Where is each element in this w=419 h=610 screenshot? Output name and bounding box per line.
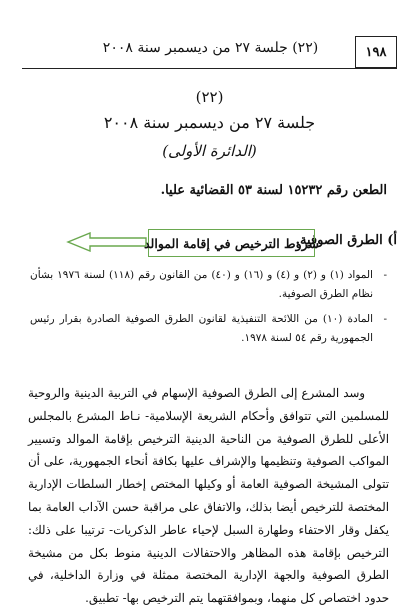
page-header [22, 36, 397, 68]
topic-prefix: أ) الطرق الصوفية. [295, 233, 397, 248]
case-reference: الطعن رقم ١٥٢٣٢ لسنة ٥٣ القضائية عليا. [160, 183, 387, 198]
arrow-icon [66, 232, 148, 252]
running-head: (٢٢) جلسة ٢٧ من ديسمبر سنة ٢٠٠٨ [102, 40, 319, 56]
highlighted-topic: شروط الترخيص في إقامة الموالد [148, 229, 315, 257]
header-divider [22, 68, 397, 69]
decision-number: (٢٢) [195, 88, 224, 106]
reference-item [30, 310, 387, 348]
bullet-dash: - [383, 313, 387, 325]
page-number: ١٩٨ [355, 36, 397, 68]
body-paragraph: وسد المشرع إلى الطرق الصوفية الإسهام في التربية الدينية والروحية للمسلمين التي تتوافق وأحكام الشريعة الإسلامية- نـاط المشرع بالمجلس الأعلى للطرق الصوفية من الناحية الدينية الترخيص بإقامة الموالد وتسيير المواكب الصوفية وتنظيمها والإشراف عليها بكافة أنحاء الجمهورية، على أن تتولى المشيخة الصوفية العامة أو وكيلها المختص إخطار السلطات الإدارية المختصة للترخيص أيضا بذلك، والاتفاق على مراقبة حسن الآداب العامة بما يكفل وقار الاحتفاء وطهارة السبل لإحياء عاطر الذكريات- ترتيبا على ذلك: الترخيص بإقامة هذه المظاهر والاحتفالات الدينية منوط بكل من مشيخة الطرق الصوفية والجهة الإدارية المختصة ممثلة في وزارة الداخلية، في حدود اختصاص كل منهما، وبموافقتهما يتم الترخيص بها- تطبيق. [28, 386, 389, 606]
reference-text: المواد (١) و (٢) و (٤) و (١٦) و (٤٠) من القانون رقم (١١٨) لسنة ١٩٧٦ بشأن نظام الطرق الصوفية. [30, 269, 373, 300]
bullet-dash: - [383, 269, 387, 281]
legal-references [30, 266, 387, 354]
circuit-title: (الدائرة الأولى) [162, 142, 257, 160]
reference-text: المادة (١٠) من اللائحة التنفيذية لقانون الطرق الصوفية الصادرة بقرار رئيس الجمهورية رقم ٥٤ لسنة ١٩٧٨. [30, 313, 374, 344]
topic-line [30, 229, 397, 259]
reference-item [30, 266, 387, 304]
session-title: جلسة ٢٧ من ديسمبر سنة ٢٠٠٨ [103, 113, 316, 132]
